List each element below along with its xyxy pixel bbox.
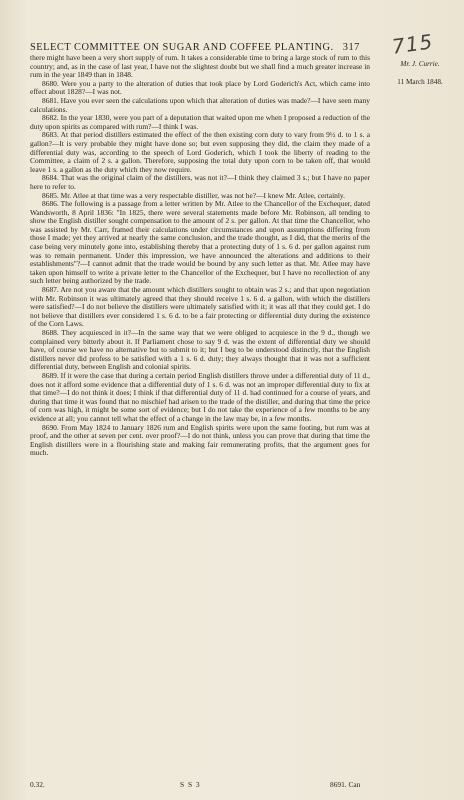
header-title: SELECT COMMITTEE ON SUGAR AND COFFEE PLANTING. <box>30 42 334 53</box>
paragraph-8690: 8690. From May 1824 to January 1826 rum and English spirits were upon the same footing, but rum was at proof, and the other at seven per cent. over proof?—I do not think, unless you can prove that during that time the English distillers were in a flourishing state and making fair remunerating profits, that the argument goes for much. <box>30 422 370 458</box>
paragraph-continuation: there might have been a very short supply of rum. It takes a considerable time to bring a large stock of rum to this country; and, as in the case of last year, I have not the slightest doubt but we shall find a much greater increase in rum in the year 1849 than in 1848. <box>30 53 370 80</box>
paragraph-8688: 8688. They acquiesced in it?—In the same way that we were obliged to acquiesce in the 9 d., though we complained very bitterly about it. If Parliament chose to say 9 d. was the extent of differential duty we should have, of course we have no alternative but to submit to it; but I beg to be understood distinctly, that the English distillers never did profess to be satisfied with a 1 s. 6 d. duty; they always thought that it was not a sufficient differential duty, between English and colonial spirits. <box>30 328 370 372</box>
paragraph-8686: 8686. The following is a passage from a letter written by Mr. Atlee to the Chancellor of the Exchequer, dated Wandsworth, 8 April 1836: "In 1825, there were several statements made before Mr. Robinson, all tending to show the English distiller sought compensation to the amount of 2 s. per gallon. At that time the Chancellor, who was assisted by Mr. Carr, framed their calculations under circumstances and upon assumptions differing from those I made; yet they arrived at nearly the same conclusion, and the trade thought, as I did, that the merits of the case being very minutely gone into, establishing thereby that a protecting duty of 1 s. 6 d. per gallon against rum was to remain permanent. Under this impression, we have announced the alterations and additions to their establishments"?—I cannot admit that the trade would be bound by any such letter as that. Mr. Atlee may have taken upon himself to write a private letter to the Chancellor of the Exchequer, but I have no recollection of any such letter being authorized by the trade. <box>30 199 370 286</box>
running-header <box>30 42 360 53</box>
paragraph-8689: 8689. If it were the case that during a certain period English distillers throve under a differential duty of 11 d., does not it afford some evidence that a differential duty of 1 s. 6 d. was not an improper differential duty to fix at that time?—I do not think it does; I think if that differential duty of 11 d. had continued for a course of years, and during that time it was found that no mischief had arisen to the trade of the distiller, and during that time the price of corn was high, it might be some sort of evidence; but I do not take the experience of a few months to be any evidence at all; you cannot tell what the effect of a change in the law may be, in a few months. <box>30 370 370 423</box>
footer-signature-mark: S S 3 <box>180 780 201 789</box>
paragraph-8682: 8682. In the year 1830, were you part of a deputation that waited upon me when I proposed a reduction of the duty upon spirits as compared with rum?—I think I was. <box>30 113 370 131</box>
paragraph-8687: 8687. Are not you aware that the amount which distillers sought to obtain was 2 s.; and that upon negotiation with Mr. Robinson it was ultimately agreed that they should receive 1 s. 6 d. a gallon, with which the distillers were satisfied?—I do not believe the distillers were ultimately satisfied with it; it was all that they could get. I do not believe that distillers ever considered 1 s. 6 d. to be a fair protecting or differential duty during the existence of the Corn Laws. <box>30 285 370 329</box>
testimony-body <box>30 54 370 458</box>
paragraph-8680: 8680. Were you a party to the alteration of duties that took place by Lord Goderich's Act, which came into effect about 1828?—I was not. <box>30 78 370 97</box>
paragraph-8685: 8685. Mr. Atlee at that time was a very respectable distiller, was not he?—I knew Mr. Atlee, certainly. <box>42 190 346 200</box>
margin-sidenote <box>378 60 462 87</box>
paragraph-8683: 8683. At that period distillers estimated the effect of the then existing corn duty to vary from 9½ d. to 1 s. a gallon?—It is very probable they might have done so; but even supposing they did, the claim they made of a differential duty was, according to the speech of Lord Goderich, which I took the liberty of reading to the Committee, a claim of 2 s. a gallon. Therefore, supposing the total duty upon corn to be taken off, that would leave 1 s. a gallon as the duty which they now require. <box>30 130 370 174</box>
paragraph-8681: 8681. Have you ever seen the calculations upon which that alteration of duties was made?—I have seen many calculations. <box>30 95 370 114</box>
footer-catchword: 8691. Can <box>330 780 361 789</box>
handwritten-folio-mark: 715 <box>390 29 435 59</box>
page-number: 317 <box>342 42 360 53</box>
paragraph-8684: 8684. That was the original claim of the distillers, was not it?—I think they claimed 3 s.; but I have no paper here to refer to. <box>30 173 370 191</box>
sidenote-witness: Mr. J. Currie. <box>400 60 440 68</box>
sidenote-date: 11 March 1848. <box>397 77 443 86</box>
footer-signature: 0.32. <box>30 780 45 789</box>
